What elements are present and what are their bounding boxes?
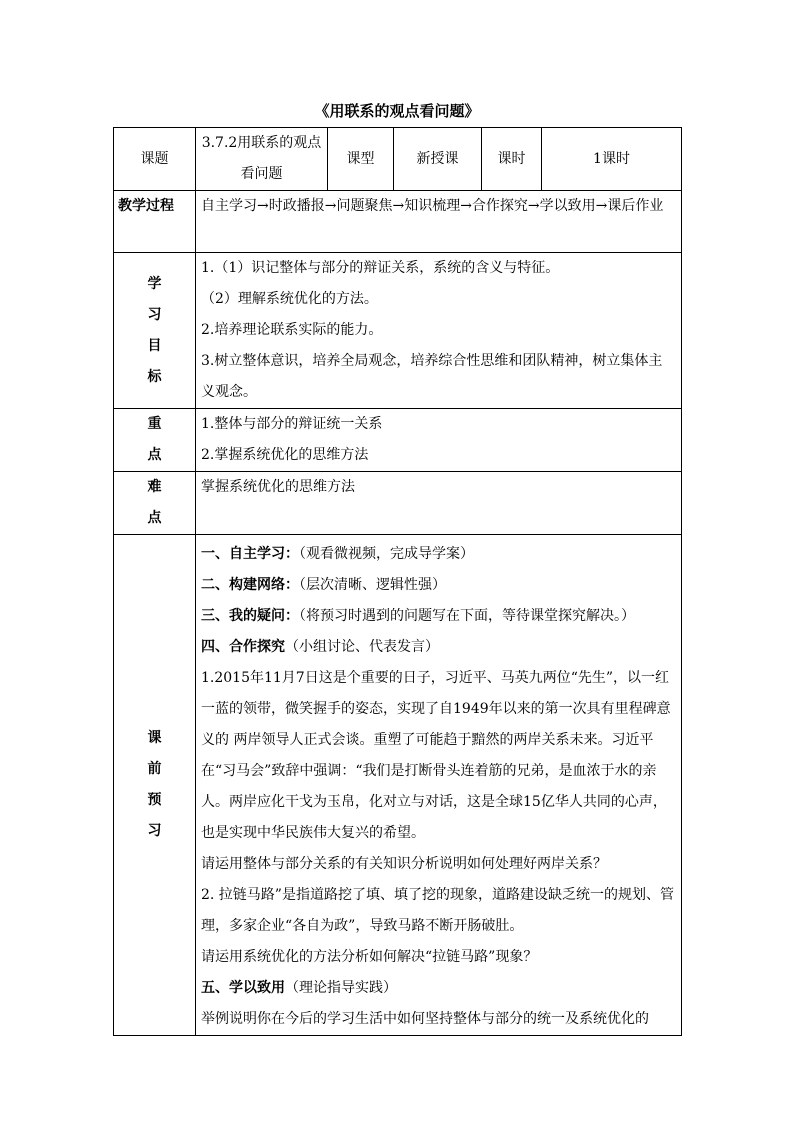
process-row	[114, 191, 682, 253]
section-questions: 三、我的疑问：（将预习时遇到的问题写在下面，等待课堂探究解决。）	[201, 608, 635, 624]
goal-line: （2）理解系统优化的方法。	[201, 291, 378, 307]
key-point-line: 2.掌握系统优化的思维方法	[201, 447, 369, 463]
preview-content	[196, 535, 682, 1036]
difficulty-label: 难 点	[114, 472, 196, 535]
type-value: 新授课	[394, 128, 482, 191]
case-2-text: 2. 拉链马路”是指道路挖了填、填了挖的现象，道路建设缺乏统一的规划、管理，多家企业“各自为政”，导致马路不断开肠破肚。	[201, 887, 674, 934]
key-points-row	[114, 409, 682, 472]
goals-label: 学 习 目 标	[114, 253, 196, 409]
process-text: 自主学习→时政播报→问题聚焦→知识梳理→合作探究→学以致用→课后作业	[196, 191, 682, 253]
difficulty-content	[196, 472, 682, 535]
section-network: 二、构建网络：（层次清晰、逻辑性强）	[201, 577, 446, 593]
preview-label: 课 前 预 习	[114, 535, 196, 1036]
difficulty-row	[114, 472, 682, 535]
document-title: 《用联系的观点看问题》	[314, 102, 480, 120]
section-cooperation: 四、合作探究（小组讨论、代表发言）	[201, 639, 439, 655]
key-points-label: 重 点	[114, 409, 196, 472]
section-self-study: 一、自主学习：（观看微视频，完成导学案）	[201, 546, 474, 562]
goals-content	[196, 253, 682, 409]
goal-line: 3.树立整体意识，培养全局观念，培养综合性思维和团队精神，树立集体主义观念。	[201, 353, 663, 400]
key-points-content	[196, 409, 682, 472]
lesson-label: 课题	[114, 128, 196, 191]
type-label: 课型	[328, 128, 394, 191]
goal-line: 1.（1）识记整体与部分的辩证关系，系统的含义与特征。	[201, 260, 560, 276]
case-1-text: 1.2015年11月7日这是个重要的日子，习近平、马英九两位“先生”，以一红一蓝的领带，微笑握手的姿态，实现了自1949年以来的第一次具有里程碑意义的 两岸领导人正式会谈。重塑了可能趋于黯然的两岸关系未来。习近平在“习马会”致辞中强调：“我们是打断骨头连着筋的兄弟，是血浓于水的亲人。两岸应化干戈为玉帛，化对立与对话，这是全球15亿华人共同的心声，也是实现中华民族伟大复兴的希望。	[201, 670, 671, 841]
preview-row	[114, 535, 682, 1036]
lesson-plan-table	[113, 127, 682, 1036]
section-application: 五、学以致用（理论指导实践）	[201, 980, 397, 996]
application-text: 举例说明你在今后的学习生活中如何坚持整体与部分的统一及系统优化的	[201, 1011, 649, 1027]
difficulty-line: 掌握系统优化的思维方法	[201, 479, 355, 495]
header-row	[114, 128, 682, 191]
hours-label: 课时	[482, 128, 542, 191]
process-label: 教学过程	[114, 191, 196, 253]
goal-line: 2.培养理论联系实际的能力。	[201, 322, 383, 338]
goals-row	[114, 253, 682, 409]
key-point-line: 1.整体与部分的辩证统一关系	[201, 416, 383, 432]
hours-value: 1课时	[542, 128, 682, 191]
case-1-question: 请运用整体与部分关系的有关知识分析说明如何处理好两岸关系？	[201, 856, 607, 872]
lesson-value: 3.7.2用联系的观点看问题	[196, 128, 328, 191]
case-2-question: 请运用系统优化的方法分析如何解决“拉链马路”现象？	[201, 949, 538, 965]
